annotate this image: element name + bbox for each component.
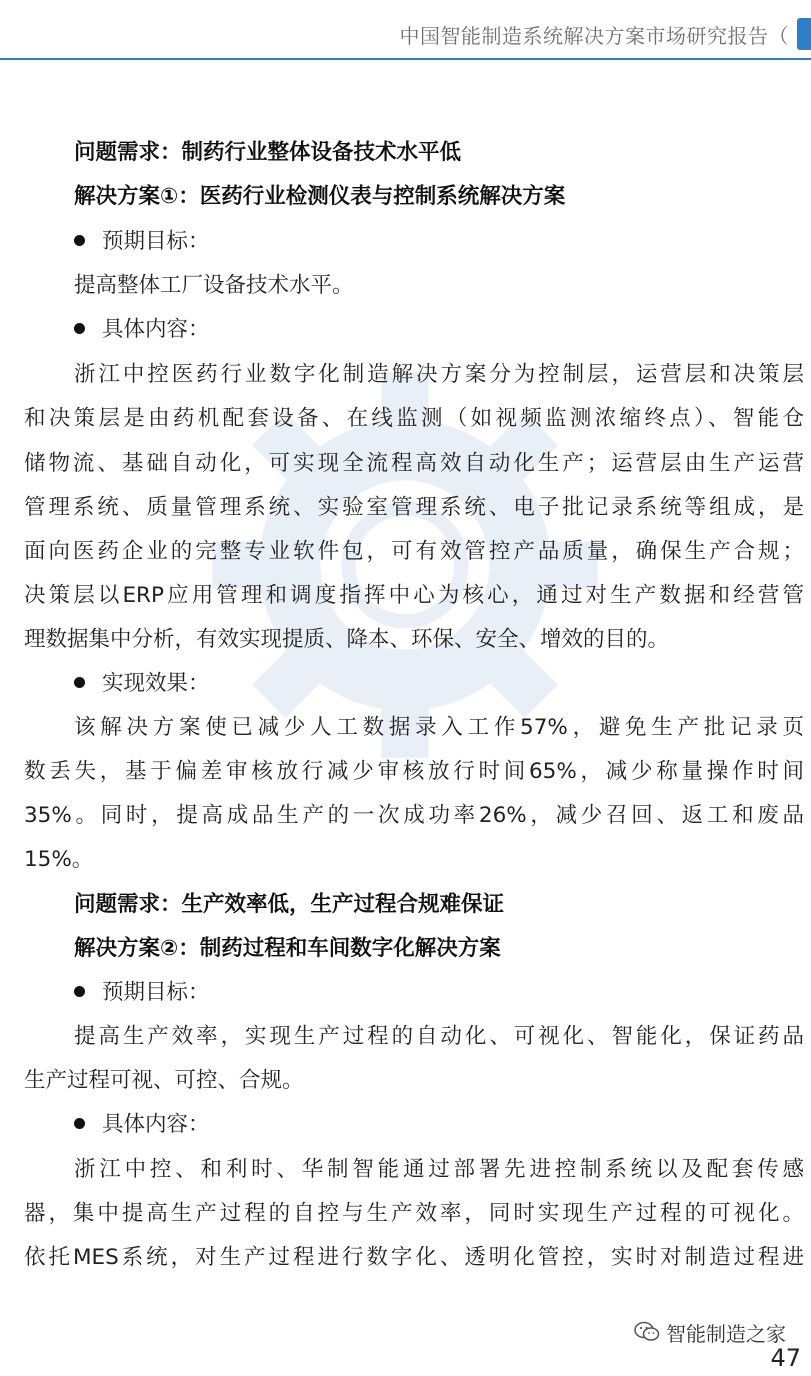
bullet-label: 具体内容： xyxy=(102,317,210,342)
bullet-dot-icon xyxy=(74,677,85,688)
paragraph-line: 生产过程可视、可控、合规。 xyxy=(24,1068,304,1093)
paragraph-line: 管理系统、质量管理系统、实验室管理系统、电子批记录系统等组成，是 xyxy=(24,495,804,520)
page-header xyxy=(0,0,811,60)
paragraph-line: 面向医药企业的完整专业软件包，可有效管控产品质量，确保生产合规； xyxy=(24,539,804,564)
paragraph-line: 15%。 xyxy=(24,847,94,872)
solution-heading-2: 解决方案②：制药过程和车间数字化解决方案 xyxy=(74,936,501,961)
paragraph-line: 依托MES系统，对生产过程进行数字化、透明化管控，实时对制造过程进 xyxy=(24,1245,804,1270)
problem-heading-2: 问题需求：生产效率低，生产过程合规难保证 xyxy=(74,892,505,917)
paragraph-line: 理数据集中分析，有效实现提质、降本、环保、安全、增效的目的。 xyxy=(24,627,670,652)
bullet-label: 预期目标： xyxy=(102,980,210,1005)
problem-heading-1: 问题需求：制药行业整体设备技术水平低 xyxy=(74,140,462,165)
paragraph-line: 决策层以ERP应用管理和调度指挥中心为核心，通过对生产数据和经营管 xyxy=(24,583,804,608)
header-accent-tab xyxy=(797,18,811,50)
bullet-label: 实现效果： xyxy=(102,671,210,696)
report-title: 中国智能制造系统解决方案市场研究报告（ xyxy=(399,24,789,48)
solution-heading-1: 解决方案①：医药行业检测仪表与控制系统解决方案 xyxy=(74,184,566,209)
paragraph-line: 数丢失，基于偏差审核放行减少审核放行时间65%，减少称量操作时间 xyxy=(24,759,804,784)
bullet-dot-icon xyxy=(74,986,85,997)
paragraph-line: 和决策层是由药机配套设备、在线监测（如视频监测浓缩终点）、智能仓 xyxy=(24,406,804,431)
paragraph-line: 浙江中控医药行业数字化制造解决方案分为控制层，运营层和决策层 xyxy=(74,362,804,387)
bullet-item xyxy=(74,979,811,1007)
paragraph-line: 提高整体工厂设备技术水平。 xyxy=(74,273,354,298)
bullet-item xyxy=(74,1111,811,1139)
paragraph-line: 浙江中控、和利时、华制智能通过部署先进控制系统以及配套传感 xyxy=(74,1157,804,1182)
paragraph-line: 35%。同时，提高成品生产的一次成功率26%，减少召回、返工和废品 xyxy=(24,803,804,828)
paragraph-line: 该解决方案使已减少人工数据录入工作57%，避免生产批记录页 xyxy=(74,715,804,740)
bullet-label: 具体内容： xyxy=(102,1112,210,1137)
bullet-dot-icon xyxy=(74,1118,85,1129)
wechat-icon xyxy=(634,1321,660,1343)
bullet-label: 预期目标： xyxy=(102,229,210,254)
page-number: 47 xyxy=(770,1344,801,1372)
bullet-item xyxy=(74,228,811,256)
paragraph-line: 提高生产效率，实现生产过程的自动化、可视化、智能化，保证药品 xyxy=(74,1024,804,1049)
brand-name: 智能制造之家 xyxy=(666,1321,786,1346)
paragraph-line: 器，集中提高生产过程的自控与生产效率，同时实现生产过程的可视化。 xyxy=(24,1201,804,1226)
bullet-dot-icon xyxy=(74,323,85,334)
bullet-dot-icon xyxy=(74,235,85,246)
paragraph-line: 储物流、基础自动化，可实现全流程高效自动化生产；运营层由生产运营 xyxy=(24,451,804,476)
bullet-item xyxy=(74,316,811,344)
wechat-brand[interactable] xyxy=(634,1318,786,1346)
bullet-item xyxy=(74,670,811,698)
